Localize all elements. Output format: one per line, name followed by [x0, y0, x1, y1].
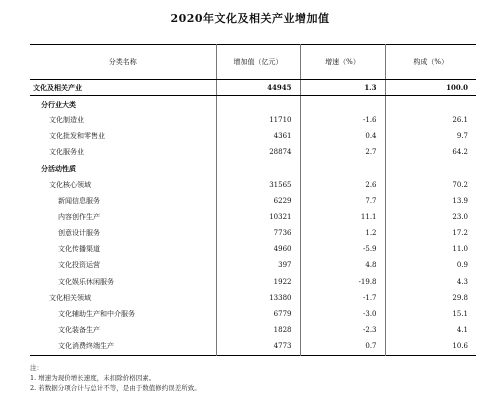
row-share-cell: 29.8 [385, 290, 476, 306]
row-share-cell: 17.2 [385, 226, 476, 242]
industry-value-table [30, 44, 476, 356]
row-share-cell [385, 161, 476, 177]
row-growth-cell: -19.8 [300, 274, 385, 290]
row-value-cell: 31565 [216, 177, 300, 193]
header-category-name: 分类名称 [30, 45, 216, 80]
header-growth-rate: 增速（%） [300, 45, 385, 80]
row-value-cell: 7736 [216, 226, 300, 242]
row-name-cell: 分行业大类 [41, 99, 76, 109]
row-value-cell: 4960 [216, 242, 300, 258]
table-row [30, 323, 476, 339]
row-name-cell: 分活动性质 [41, 164, 76, 174]
row-growth-cell: 11.1 [300, 209, 385, 225]
row-growth-cell: 2.6 [300, 177, 385, 193]
page-title: 2020年文化及相关产业增加值 [170, 12, 330, 25]
row-value-cell: 44945 [216, 80, 300, 96]
row-value-cell: 11710 [216, 112, 300, 128]
header-share: 构成（%） [385, 45, 476, 80]
table-row [30, 177, 476, 193]
table-row [30, 128, 476, 144]
row-name-cell: 文化装备生产 [58, 326, 100, 335]
row-value-cell: 6779 [216, 306, 300, 322]
row-name-cell: 文化传播渠道 [58, 245, 100, 254]
row-growth-cell: -3.0 [300, 306, 385, 322]
row-growth-cell: 1.3 [300, 80, 385, 96]
row-share-cell [385, 96, 476, 113]
table-row [30, 274, 476, 290]
row-name-cell: 内容创作生产 [58, 212, 100, 221]
row-name-cell: 创意设计服务 [58, 229, 100, 238]
row-share-cell: 9.7 [385, 128, 476, 144]
table-row [30, 209, 476, 225]
row-value-cell: 397 [216, 258, 300, 274]
row-share-cell: 0.9 [385, 258, 476, 274]
row-name-cell: 文化服务业 [49, 148, 84, 157]
row-name-cell: 文化及相关产业 [30, 80, 216, 96]
row-share-cell: 13.9 [385, 193, 476, 209]
row-name-cell: 新闻信息服务 [58, 196, 100, 205]
row-value-cell: 10321 [216, 209, 300, 225]
row-share-cell: 64.2 [385, 145, 476, 161]
row-name-cell: 文化投资运营 [58, 261, 100, 270]
row-growth-cell: 0.7 [300, 339, 385, 356]
table-row [30, 161, 476, 177]
table-row [30, 306, 476, 322]
row-share-cell: 23.0 [385, 209, 476, 225]
row-growth-cell [300, 96, 385, 113]
row-value-cell: 4773 [216, 339, 300, 356]
table-row [30, 96, 476, 113]
row-share-cell: 26.1 [385, 112, 476, 128]
footnote-2: 2. 若数据分项合计与总计不等，是由于数值修约误差所致。 [30, 384, 201, 392]
row-growth-cell: -1.7 [300, 290, 385, 306]
table-row [30, 258, 476, 274]
row-name-cell: 文化制造业 [49, 115, 84, 124]
row-share-cell: 100.0 [385, 80, 476, 96]
row-growth-cell: -2.3 [300, 323, 385, 339]
table-row [30, 80, 476, 96]
row-share-cell: 4.1 [385, 323, 476, 339]
table-row [30, 339, 476, 356]
row-share-cell: 11.0 [385, 242, 476, 258]
row-name-cell: 文化核心领域 [49, 180, 91, 189]
table-row [30, 242, 476, 258]
row-growth-cell: 7.7 [300, 193, 385, 209]
row-growth-cell: 4.8 [300, 258, 385, 274]
row-share-cell: 70.2 [385, 177, 476, 193]
row-name-cell: 文化相关领域 [49, 293, 91, 302]
table-row [30, 112, 476, 128]
table-row [30, 145, 476, 161]
row-growth-cell: 2.7 [300, 145, 385, 161]
row-name-cell: 文化消费终端生产 [58, 342, 114, 351]
table-header [30, 45, 476, 80]
row-growth-cell: -1.6 [300, 112, 385, 128]
row-value-cell: 1828 [216, 323, 300, 339]
header-added-value: 增加值（亿元） [216, 45, 300, 80]
row-value-cell: 1922 [216, 274, 300, 290]
row-value-cell: 6229 [216, 193, 300, 209]
row-name-cell: 文化辅助生产和中介服务 [58, 310, 135, 319]
row-value-cell: 13380 [216, 290, 300, 306]
row-growth-cell: 1.2 [300, 226, 385, 242]
row-share-cell: 10.6 [385, 339, 476, 356]
table-body [30, 80, 476, 356]
row-growth-cell: 0.4 [300, 128, 385, 144]
row-growth-cell [300, 161, 385, 177]
row-name-cell: 文化娱乐休闲服务 [58, 277, 114, 286]
footnote-1: 1. 增速为现价增长速度，未扣除价格因素。 [30, 374, 156, 382]
footnote-label: 注： [30, 364, 43, 372]
row-name-cell: 文化批发和零售业 [49, 131, 105, 140]
footnotes [30, 363, 201, 393]
table-row [30, 226, 476, 242]
row-value-cell: 28874 [216, 145, 300, 161]
row-value-cell: 4361 [216, 128, 300, 144]
row-value-cell [216, 161, 300, 177]
table-row [30, 193, 476, 209]
row-value-cell [216, 96, 300, 113]
row-share-cell: 4.3 [385, 274, 476, 290]
header-row [30, 45, 476, 80]
row-share-cell: 15.1 [385, 306, 476, 322]
row-growth-cell: -5.9 [300, 242, 385, 258]
table-row [30, 290, 476, 306]
